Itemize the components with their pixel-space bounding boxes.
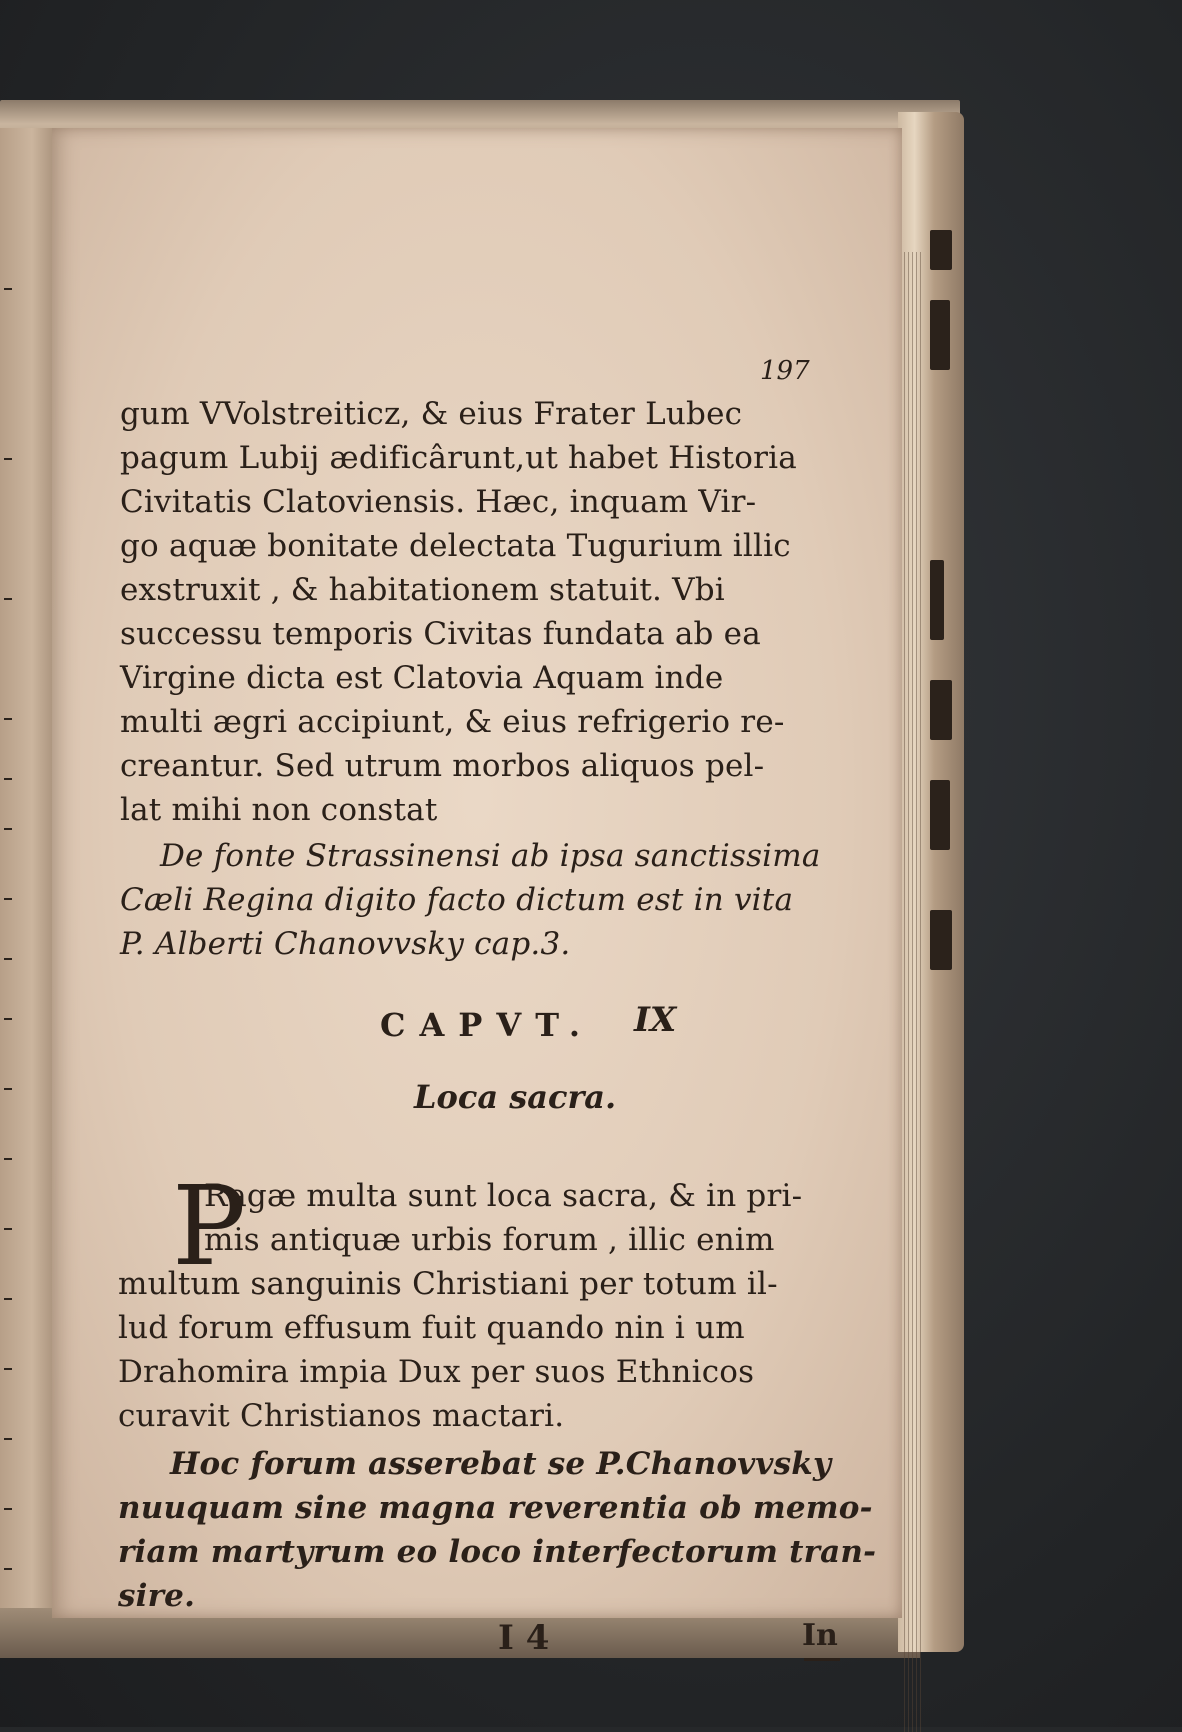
para-line-1: Ragæ multa sunt loca sacra, & in pri- — [204, 1178, 803, 1214]
para-line-2: mis antiquæ urbis forum , illic enim — [204, 1222, 775, 1258]
para-line-3: multum sanguinis Christiani per totum il- — [118, 1266, 778, 1302]
catchword: In — [802, 1618, 838, 1653]
text-line-6: successu temporis Civitas fundata ab ea — [120, 616, 761, 652]
signature-mark: I 4 — [498, 1618, 550, 1658]
text-line-5: exstruxit , & habitationem statuit. Vbi — [120, 572, 725, 608]
chapter-heading: CAPVT. — [380, 1006, 595, 1044]
italic-line-3: riam martyrum eo loco interfectorum tran- — [118, 1534, 877, 1570]
para-line-4: lud forum effusum fuit quando nin i um — [118, 1310, 745, 1346]
text-line-9: creantur. Sed utrum morbos aliquos pel- — [120, 748, 765, 784]
para-line-5: Drahomira impia Dux per suos Ethnicos — [118, 1354, 755, 1390]
para-line-6: curavit Christianos mactari. — [118, 1398, 565, 1434]
note-line-3: P. Alberti Chanovvsky cap.3. — [120, 926, 571, 962]
text-line-10: lat mihi non constat — [120, 792, 438, 828]
chapter-title: Loca sacra. — [414, 1078, 617, 1116]
text-line-1: gum VVolstreiticz, & eius Frater Lubec — [120, 396, 743, 432]
text-line-7: Virgine dicta est Clatovia Aquam inde — [120, 660, 724, 696]
drop-cap: P — [172, 1162, 247, 1290]
text-line-4: go aquæ bonitate delectata Tugurium illic — [120, 528, 791, 564]
page-number: 197 — [760, 356, 810, 386]
catchword-underline — [804, 1658, 840, 1661]
text-line-3: Civitatis Clatoviensis. Hæc, inquam Vir- — [120, 484, 757, 520]
book-page — [52, 128, 902, 1658]
note-line-2: Cæli Regina digito facto dictum est in vita — [120, 882, 794, 918]
text-line-8: multi ægri accipiunt, & eius refrigerio re- — [120, 704, 785, 740]
chapter-number: IX — [634, 1000, 677, 1040]
left-page-edge — [0, 128, 60, 1608]
italic-line-2: nuuquam sine magna reverentia ob memo- — [118, 1490, 873, 1526]
italic-line-4: sire. — [118, 1578, 196, 1614]
note-line-1: De fonte Strassinensi ab ipsa sanctissima — [160, 838, 821, 874]
italic-line-1: Hoc forum asserebat se P.Chanovvsky — [170, 1446, 832, 1482]
text-line-2: pagum Lubij ædificârunt,ut habet Historia — [120, 440, 797, 476]
